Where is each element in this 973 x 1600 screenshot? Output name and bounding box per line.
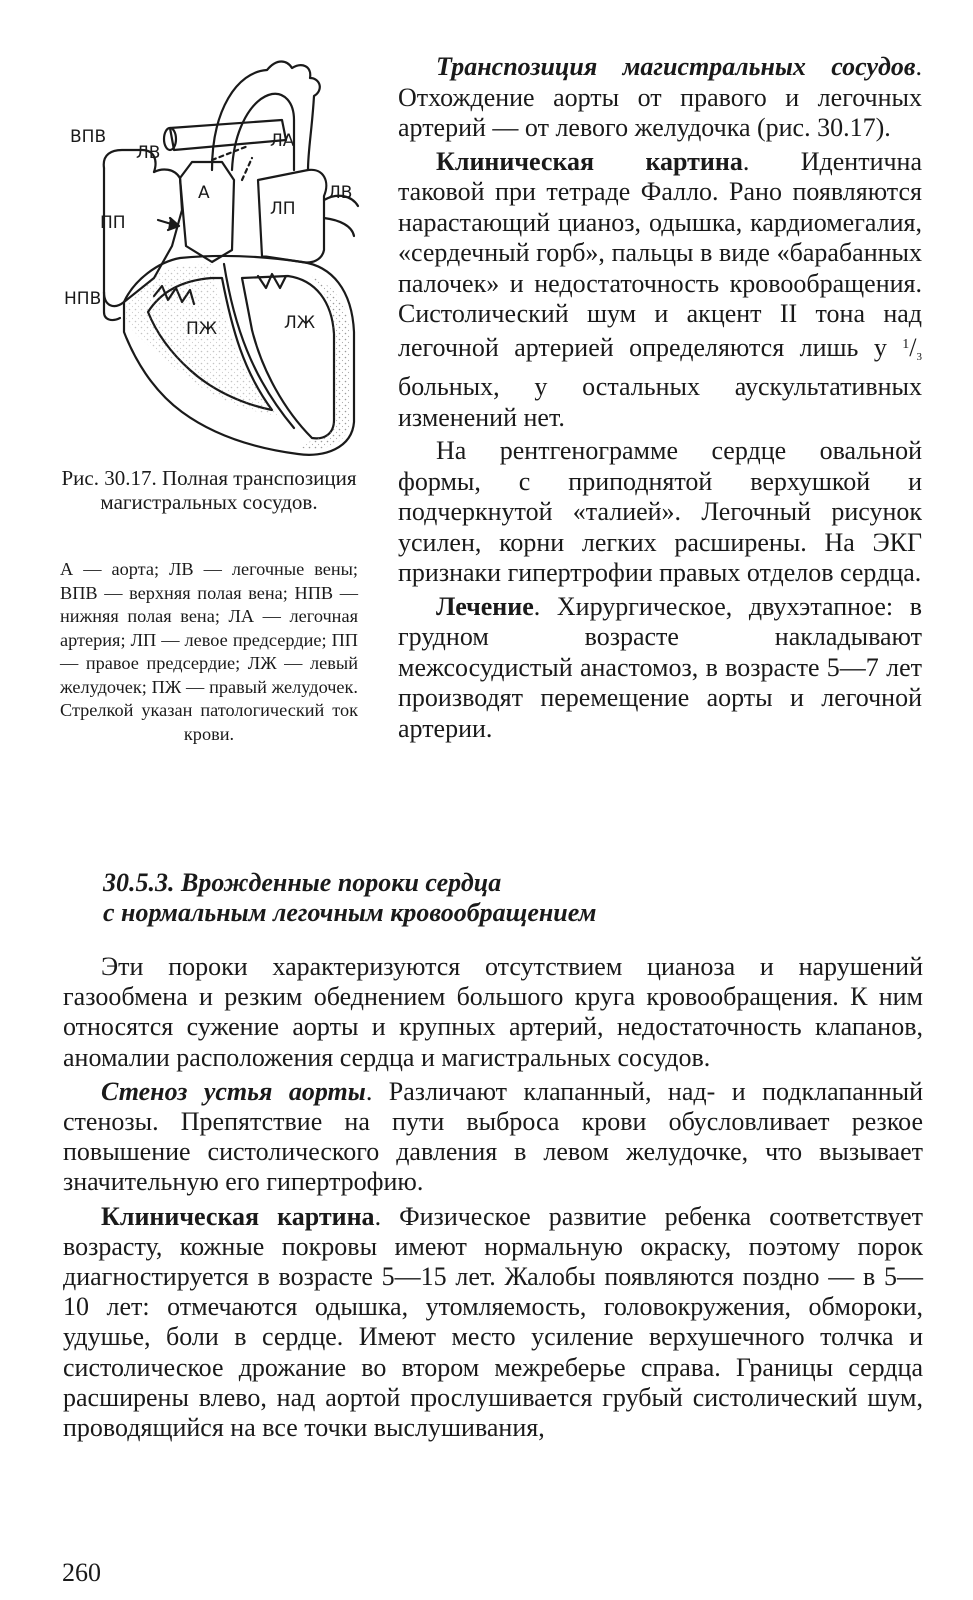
label-la: ЛА — [270, 131, 295, 151]
paragraph-intro: Эти пороки характеризуются отсутствием цианоза и нарушений газообмена и резким обеднением большого круга кровообращения. К ним относятся сужение аорты и крупных артерий, недостаточность клапанов, аномалии расположения сердца и магистральных сосудов. — [63, 952, 923, 1072]
label-lv-left: ЛВ — [136, 143, 161, 163]
label-pp: ПП — [100, 213, 126, 233]
label-lzh: ЛЖ — [284, 313, 316, 333]
transposition-text: Отхождение аорты от правого и легочных артерий — от левого желудочка (рис. 30.17). — [398, 82, 922, 142]
page-number: 260 — [62, 1558, 101, 1587]
paragraph-treatment: Лечение. Хирургическое, двухэтапное: в грудном возрасте накладывают межсосудистый анастомоз, в возрасте 5—7 лет производят перемещение аорты и легочной артерии. — [398, 591, 922, 743]
label-vpv: ВПВ — [70, 127, 107, 147]
fraction-one-third: $^1/_3$ — [902, 332, 922, 363]
label-lp: ЛП — [270, 199, 296, 219]
right-column-text — [398, 52, 922, 747]
aorta-shape — [180, 162, 234, 262]
label-npv: НПВ — [64, 289, 102, 309]
clinical-picture-title-2: Клиническая картина — [101, 1201, 375, 1231]
label-pzh: ПЖ — [186, 319, 218, 339]
label-a: А — [198, 183, 210, 203]
figure-legend: А — аорта; ЛВ — легочные вены; ВПВ — верхняя полая вена; НПВ — нижняя полая вена; ЛА — легочная артерия; ЛП — левое предсердие; ПП — правое предсердие; ЛЖ — левый желудочек; ПЖ — правый желудочек. Стрелкой указан патологический ток крови. — [60, 559, 358, 744]
treatment-title: Лечение — [436, 591, 534, 621]
aortic-stenosis-title: Стеноз устья аорты — [101, 1076, 366, 1106]
paragraph-transposition: Транспозиция магистральных сосудов. Отхождение аорты от правого и легочных артерий — от левого желудочка (рис. 30.17). — [398, 52, 922, 142]
clinical-picture-title: Клиническая картина — [436, 146, 743, 176]
transposition-title: Транспозиция магистральных сосудов — [436, 52, 916, 81]
pulmonary-artery-shape — [170, 120, 286, 150]
paragraph-aortic-stenosis: Стеноз устья аорты. Различают клапанный, над- и подклапанный стенозы. Препятствие на пути выброса крови обусловливает резкое повышение систолического давления в левом желудочке, что вызывает значительную его гипертрофию. — [63, 1076, 923, 1197]
paragraph-clinical-picture-1: Клиническая картина. Идентична таковой при тетраде Фалло. Рано появляются нарастающий цианоз, одышка, кардиомегалия, «сердечный горб», пальцы в виде «барабанных палочек» и недостаточность кровообращения. Систолический шум и акцент II тона над легочной артерией определяются лишь у $^1/_3$ больных, у остальных аускультативных изменений нет. — [398, 146, 923, 432]
main-body-text — [63, 952, 923, 1447]
section-heading: 30.5.3. Врожденные пороки сердца с нормальным легочным кровообращением — [103, 868, 597, 927]
heart-diagram-figure — [62, 50, 372, 470]
paragraph-clinical-picture-2: Клиническая картина. Физическое развитие ребенка соответствует возрасту, кожные покровы имеют нормальную окраску, поэтому порок диагностируется в возрасте 5—15 лет. Жалобы появляются поздно — в 5—10 лет: отмечаются одышка, утомляемость, головокружения, обмороки, удушье, боли в сердце. Имеют место усиление верхушечного толчка и систолическое дрожание во втором межреберье справа. Границы сердца расширены влево, над аортой прослушивается грубый систолический шум, проводящийся на все точки выслушивания, — [63, 1201, 924, 1443]
heart-diagram — [62, 50, 372, 470]
figure-caption: Рис. 30.17. Полная транспозиция магистральных сосудов. — [61, 466, 357, 514]
paragraph-xray: На рентгенограмме сердце овальной формы, с приподнятой верхушкой и подчеркнутой «талией». Легочный рисунок усилен, корни легких расширены. На ЭКГ признаки гипертрофии правых отделов сердца. — [398, 436, 922, 587]
label-lv-right: ЛВ — [328, 183, 353, 203]
